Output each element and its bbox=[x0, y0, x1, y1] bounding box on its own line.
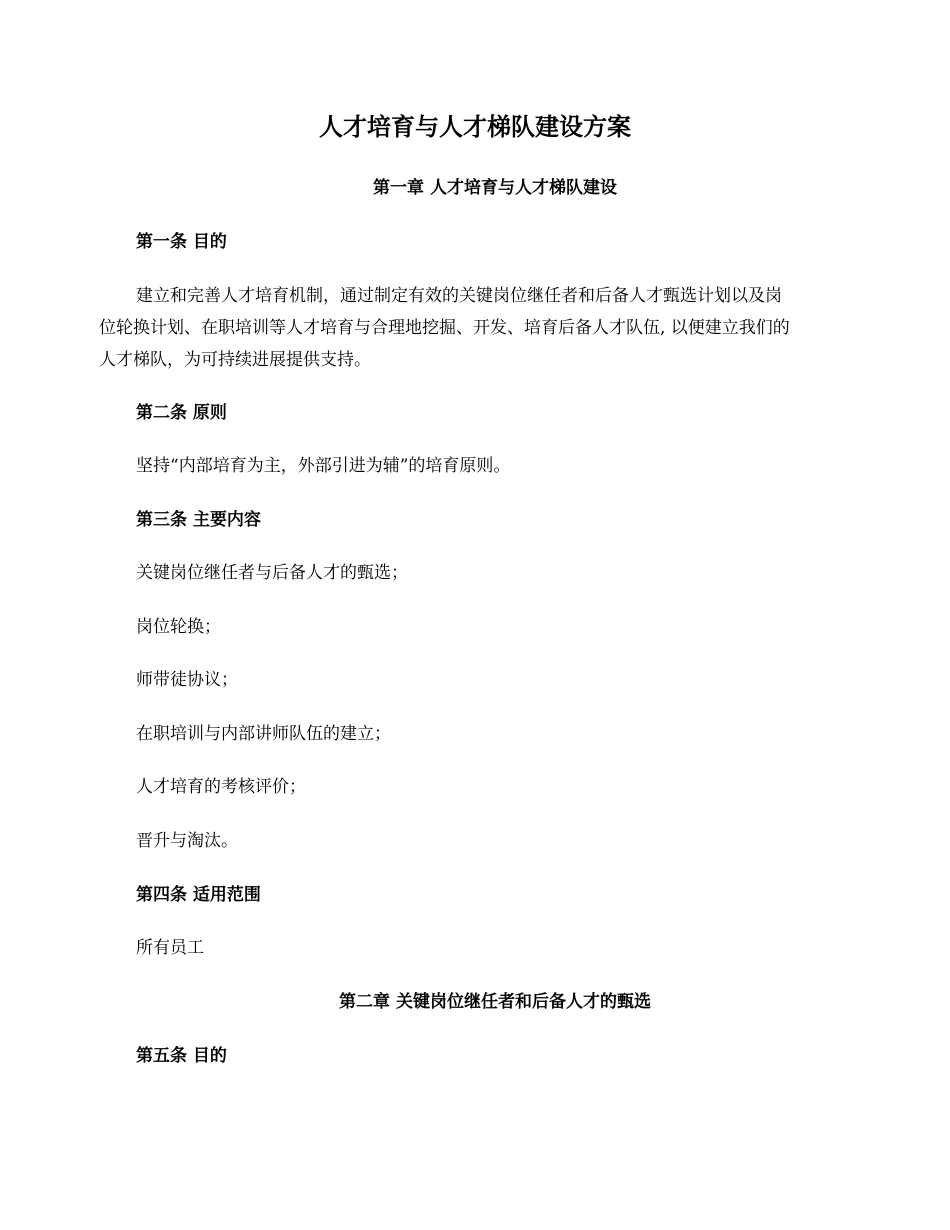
article-1-heading: 第一条 目的 bbox=[136, 232, 227, 252]
article-4-heading: 第四条 适用范围 bbox=[136, 885, 261, 905]
chapter-2-heading: 第二章 关键岗位继任者和后备人才的甄选 bbox=[339, 992, 651, 1012]
chapter-1-heading: 第一章 人才培育与人才梯队建设 bbox=[373, 178, 617, 198]
document-title: 人才培育与人才梯队建设方案 bbox=[319, 113, 631, 141]
article-2-body: 坚持“内部培育为主，外部引进为辅”的培育原则。 bbox=[136, 456, 511, 476]
article-1-line-3: 人才梯队，为可持续进展提供支持。 bbox=[99, 350, 371, 370]
article-1-line-2: 位轮换计划、在职培训等人才培育与合理地挖掘、开发、培育后备人才队伍, 以便建立我们的 bbox=[99, 318, 790, 338]
article-3-item: 岗位轮换； bbox=[136, 617, 221, 637]
article-3-item: 晋升与淘汰。 bbox=[136, 831, 238, 851]
article-3-item: 关键岗位继任者与后备人才的甄选； bbox=[136, 563, 408, 583]
article-3-item: 人才培育的考核评价； bbox=[136, 777, 306, 797]
article-1-body bbox=[99, 280, 855, 376]
article-3-item: 在职培训与内部讲师队伍的建立； bbox=[136, 724, 391, 744]
article-3-item: 师带徒协议； bbox=[136, 670, 238, 690]
article-1-line-1: 建立和完善人才培育机制，通过制定有效的关键岗位继任者和后备人才甄选计划以及岗 bbox=[136, 286, 782, 306]
article-3-heading: 第三条 主要内容 bbox=[136, 510, 261, 530]
article-2-heading: 第二条 原则 bbox=[136, 403, 227, 423]
article-4-body: 所有员工 bbox=[136, 938, 204, 958]
article-5-heading: 第五条 目的 bbox=[136, 1046, 227, 1066]
